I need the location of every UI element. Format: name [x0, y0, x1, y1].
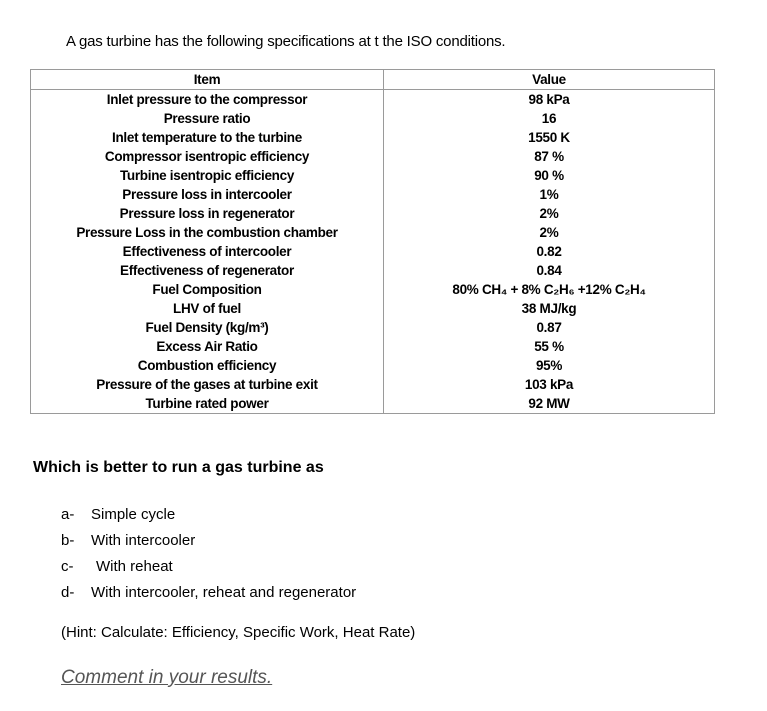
table-row	[31, 375, 715, 394]
table-row	[31, 280, 715, 299]
hint-text: (Hint: Calculate: Efficiency, Specific Work, Heat Rate)	[61, 624, 416, 641]
value-cell: 2%	[539, 225, 559, 240]
table-row	[31, 185, 715, 204]
table-row	[31, 90, 715, 110]
value-cell: 2%	[539, 206, 559, 221]
table-row	[31, 261, 715, 280]
item-cell: Pressure of the gases at turbine exit	[31, 375, 384, 394]
list-item	[61, 583, 356, 609]
option-letter: b-	[61, 532, 75, 549]
value-cell: 0.87	[536, 320, 562, 335]
table-row	[31, 356, 715, 375]
table-row	[31, 166, 715, 185]
option-text: With intercooler, reheat and regenerator	[91, 584, 357, 601]
option-letter: d-	[61, 584, 75, 601]
table-row	[31, 242, 715, 261]
table-row	[31, 128, 715, 147]
options-list	[61, 505, 356, 609]
table-row	[31, 147, 715, 166]
value-cell: 103 kPa	[524, 377, 574, 392]
item-cell: Inlet pressure to the compressor	[31, 90, 384, 110]
item-cell: Effectiveness of regenerator	[31, 261, 384, 280]
value-cell: 38 MJ/kg	[521, 301, 577, 316]
table-row	[31, 204, 715, 223]
specifications-table	[30, 69, 715, 414]
item-cell: Pressure loss in intercooler	[31, 185, 384, 204]
value-cell: 0.84	[536, 263, 562, 278]
item-cell: Effectiveness of intercooler	[31, 242, 384, 261]
list-item	[61, 505, 356, 531]
table-row	[31, 337, 715, 356]
list-item	[61, 557, 356, 583]
value-cell: 98 kPa	[528, 92, 570, 107]
table-row	[31, 318, 715, 337]
option-text: Simple cycle	[91, 506, 176, 523]
value-cell: 1%	[539, 187, 559, 202]
comment-instruction: Comment in your results.	[61, 667, 273, 688]
value-cell: 0.82	[536, 244, 562, 259]
item-cell: Turbine isentropic efficiency	[31, 166, 384, 185]
table-row	[31, 223, 715, 242]
option-letter: a-	[61, 506, 75, 523]
table-row	[31, 299, 715, 318]
value-cell: 80% CH₄ + 8% C₂H₆ +12% C₂H₄	[452, 282, 646, 297]
table-header-row	[31, 70, 715, 90]
value-cell: 16	[541, 111, 557, 126]
item-cell: Turbine rated power	[31, 394, 384, 414]
item-cell: LHV of fuel	[31, 299, 384, 318]
option-text: With intercooler	[91, 532, 196, 549]
item-cell: Compressor isentropic efficiency	[31, 147, 384, 166]
value-cell: 1550 K	[528, 130, 570, 145]
item-cell: Fuel Composition	[31, 280, 384, 299]
intro-text: A gas turbine has the following specifications at t the ISO conditions.	[66, 33, 506, 50]
item-cell: Combustion efficiency	[31, 356, 384, 375]
item-cell: Pressure loss in regenerator	[31, 204, 384, 223]
value-cell: 95%	[535, 358, 563, 373]
item-column-header: Item	[31, 70, 384, 90]
item-cell: Pressure Loss in the combustion chamber	[31, 223, 384, 242]
item-cell: Excess Air Ratio	[31, 337, 384, 356]
question-heading: Which is better to run a gas turbine as	[33, 459, 324, 476]
value-cell: 92 MW	[528, 396, 570, 411]
option-text: With reheat	[96, 558, 173, 575]
item-cell: Inlet temperature to the turbine	[31, 128, 384, 147]
table-row	[31, 109, 715, 128]
option-letter: c-	[61, 558, 74, 575]
value-cell: 90 %	[534, 168, 564, 183]
value-cell: 55 %	[534, 339, 564, 354]
item-cell: Pressure ratio	[31, 109, 384, 128]
value-cell: 87 %	[534, 149, 564, 164]
table-row	[31, 394, 715, 414]
item-cell: Fuel Density (kg/m³)	[31, 318, 384, 337]
value-column-header: Value	[384, 70, 715, 90]
list-item	[61, 531, 356, 557]
